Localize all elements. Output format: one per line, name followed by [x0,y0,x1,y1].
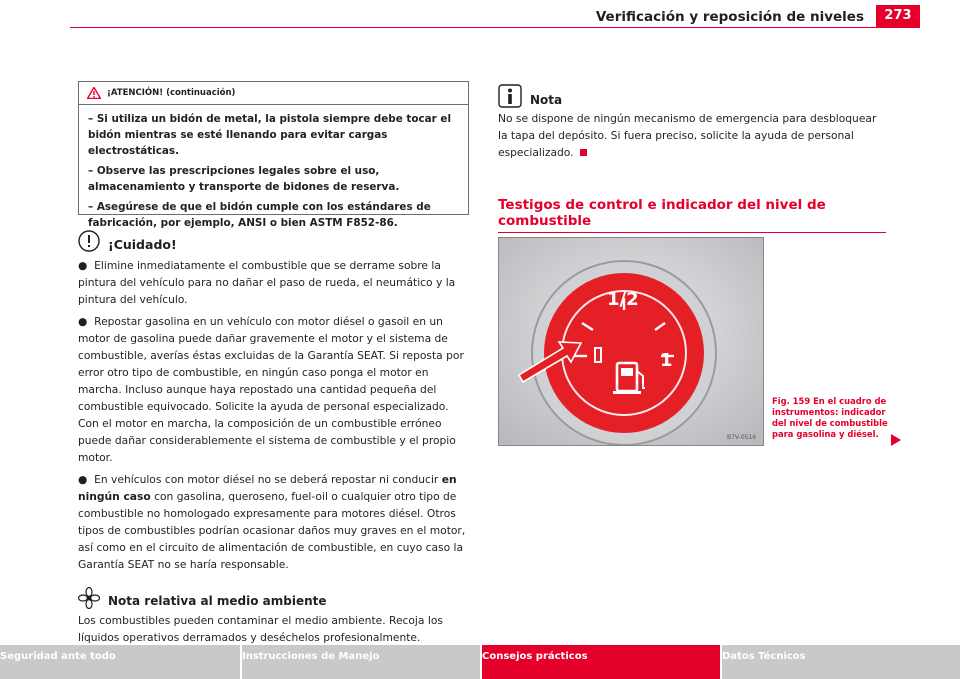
caution-heading: ¡Cuidado! [108,236,177,252]
environment-header [78,587,468,609]
page-header-title: Verificación y reposición de niveles [595,9,864,25]
warning-header [79,82,468,105]
figure-code: B7V-0516 [727,434,757,441]
end-marker-icon [580,149,587,156]
footer-nav [0,645,960,679]
caution-bullet: ● Elimine inmediatamente el combustible que se derrame sobre la pintura del vehículo para no dañar el paso de rueda, el neumático y la pintura del vehículo. [78,259,456,306]
note-header [498,84,884,108]
tab-instrucciones[interactable]: Instrucciones de Manejo [240,645,480,679]
fuel-gauge-illustration [499,238,763,445]
info-icon [498,84,522,108]
header-rule [70,27,920,28]
warning-item: – Si utiliza un bidón de metal, la pistola siempre debe tocar el bidón mientras se esté llenando para evitar cargas electrostáticas. [88,113,452,157]
note-heading: Nota [530,93,563,107]
caution-header [78,230,468,252]
gauge-half-label: 1/2 [607,289,639,310]
tab-consejos[interactable]: Consejos prácticos [480,645,720,679]
warning-item: – Observe las prescripciones legales sobre el uso, almacenamiento y transporte de bidones de reserva. [88,165,400,193]
warning-item: – Asegúrese de que el bidón cumple con los estándares de fabricación, por ejemplo, ANSI o bien ASTM F852-86. [88,201,431,229]
page-number: 273 [876,5,920,27]
environment-heading: Nota relativa al medio ambiente [108,593,327,608]
caution-icon [78,230,100,252]
note-text: No se dispone de ningún mecanismo de emergencia para desbloquear la tapa del depósito. Si fuera preciso, solicite la ayuda de personal especializado. [498,112,877,159]
tab-datos[interactable]: Datos Técnicos [720,645,960,679]
warning-triangle-icon [87,87,101,99]
right-column [498,84,884,233]
bullet-dot-icon: ● [78,259,95,272]
warning-box [78,81,469,229]
warning-heading: ¡ATENCIÓN! (continuación) [107,88,236,98]
caution-bullet: ● En vehículos con motor diésel no se deberá repostar ni conducir en ningún caso con gasolina, queroseno, fuel-oil o cualquier otro tipo de combustible no homologado expresamente para motores diésel. Otros tipos de combustibles podrían ocasionar daños muy graves en el motor, así como en el circuito de alimentación de combustible, en cuyo caso la Garantía SEAT no se haría responsable. [78,473,466,571]
figure-caption: Fig. 159 En el cuadro de instrumentos: indicador del nivel de combustible para gasolina y diésel. [772,396,888,439]
bullet-dot-icon: ● [78,315,95,328]
flower-icon [78,587,100,609]
gauge-full-label: 1 [660,350,673,371]
section-rule [498,232,886,233]
section-heading: Testigos de control e indicador del nivel de combustible [498,197,884,233]
left-column [78,230,468,646]
next-page-arrow-icon[interactable] [891,434,901,446]
tab-seguridad[interactable]: Seguridad ante todo [0,645,240,679]
bullet-dot-icon: ● [78,473,95,486]
environment-text: Los combustibles pueden contaminar el medio ambiente. Recoja los líquidos operativos derramados y deséchelos profesionalmente. [78,614,443,644]
fuel-gauge-figure [498,237,764,446]
caution-bullet: ● Repostar gasolina en un vehículo con motor diésel o gasoil en un motor de gasolina puede dañar gravemente el motor y el sistema de combustible, averías éstas excluidas de la Garantía SEAT. Si reposta por error otro tipo de combustible, en ningún caso ponga el motor en marcha. Incluso aunque haya repostado una cantidad pequeña del combustible equivocado. Solicite la ayuda de personal especializado. Con el motor en marcha, la composición de un combustible erróneo puede dañar considerablemente el sistema de combustible y el propio motor. [78,315,464,464]
